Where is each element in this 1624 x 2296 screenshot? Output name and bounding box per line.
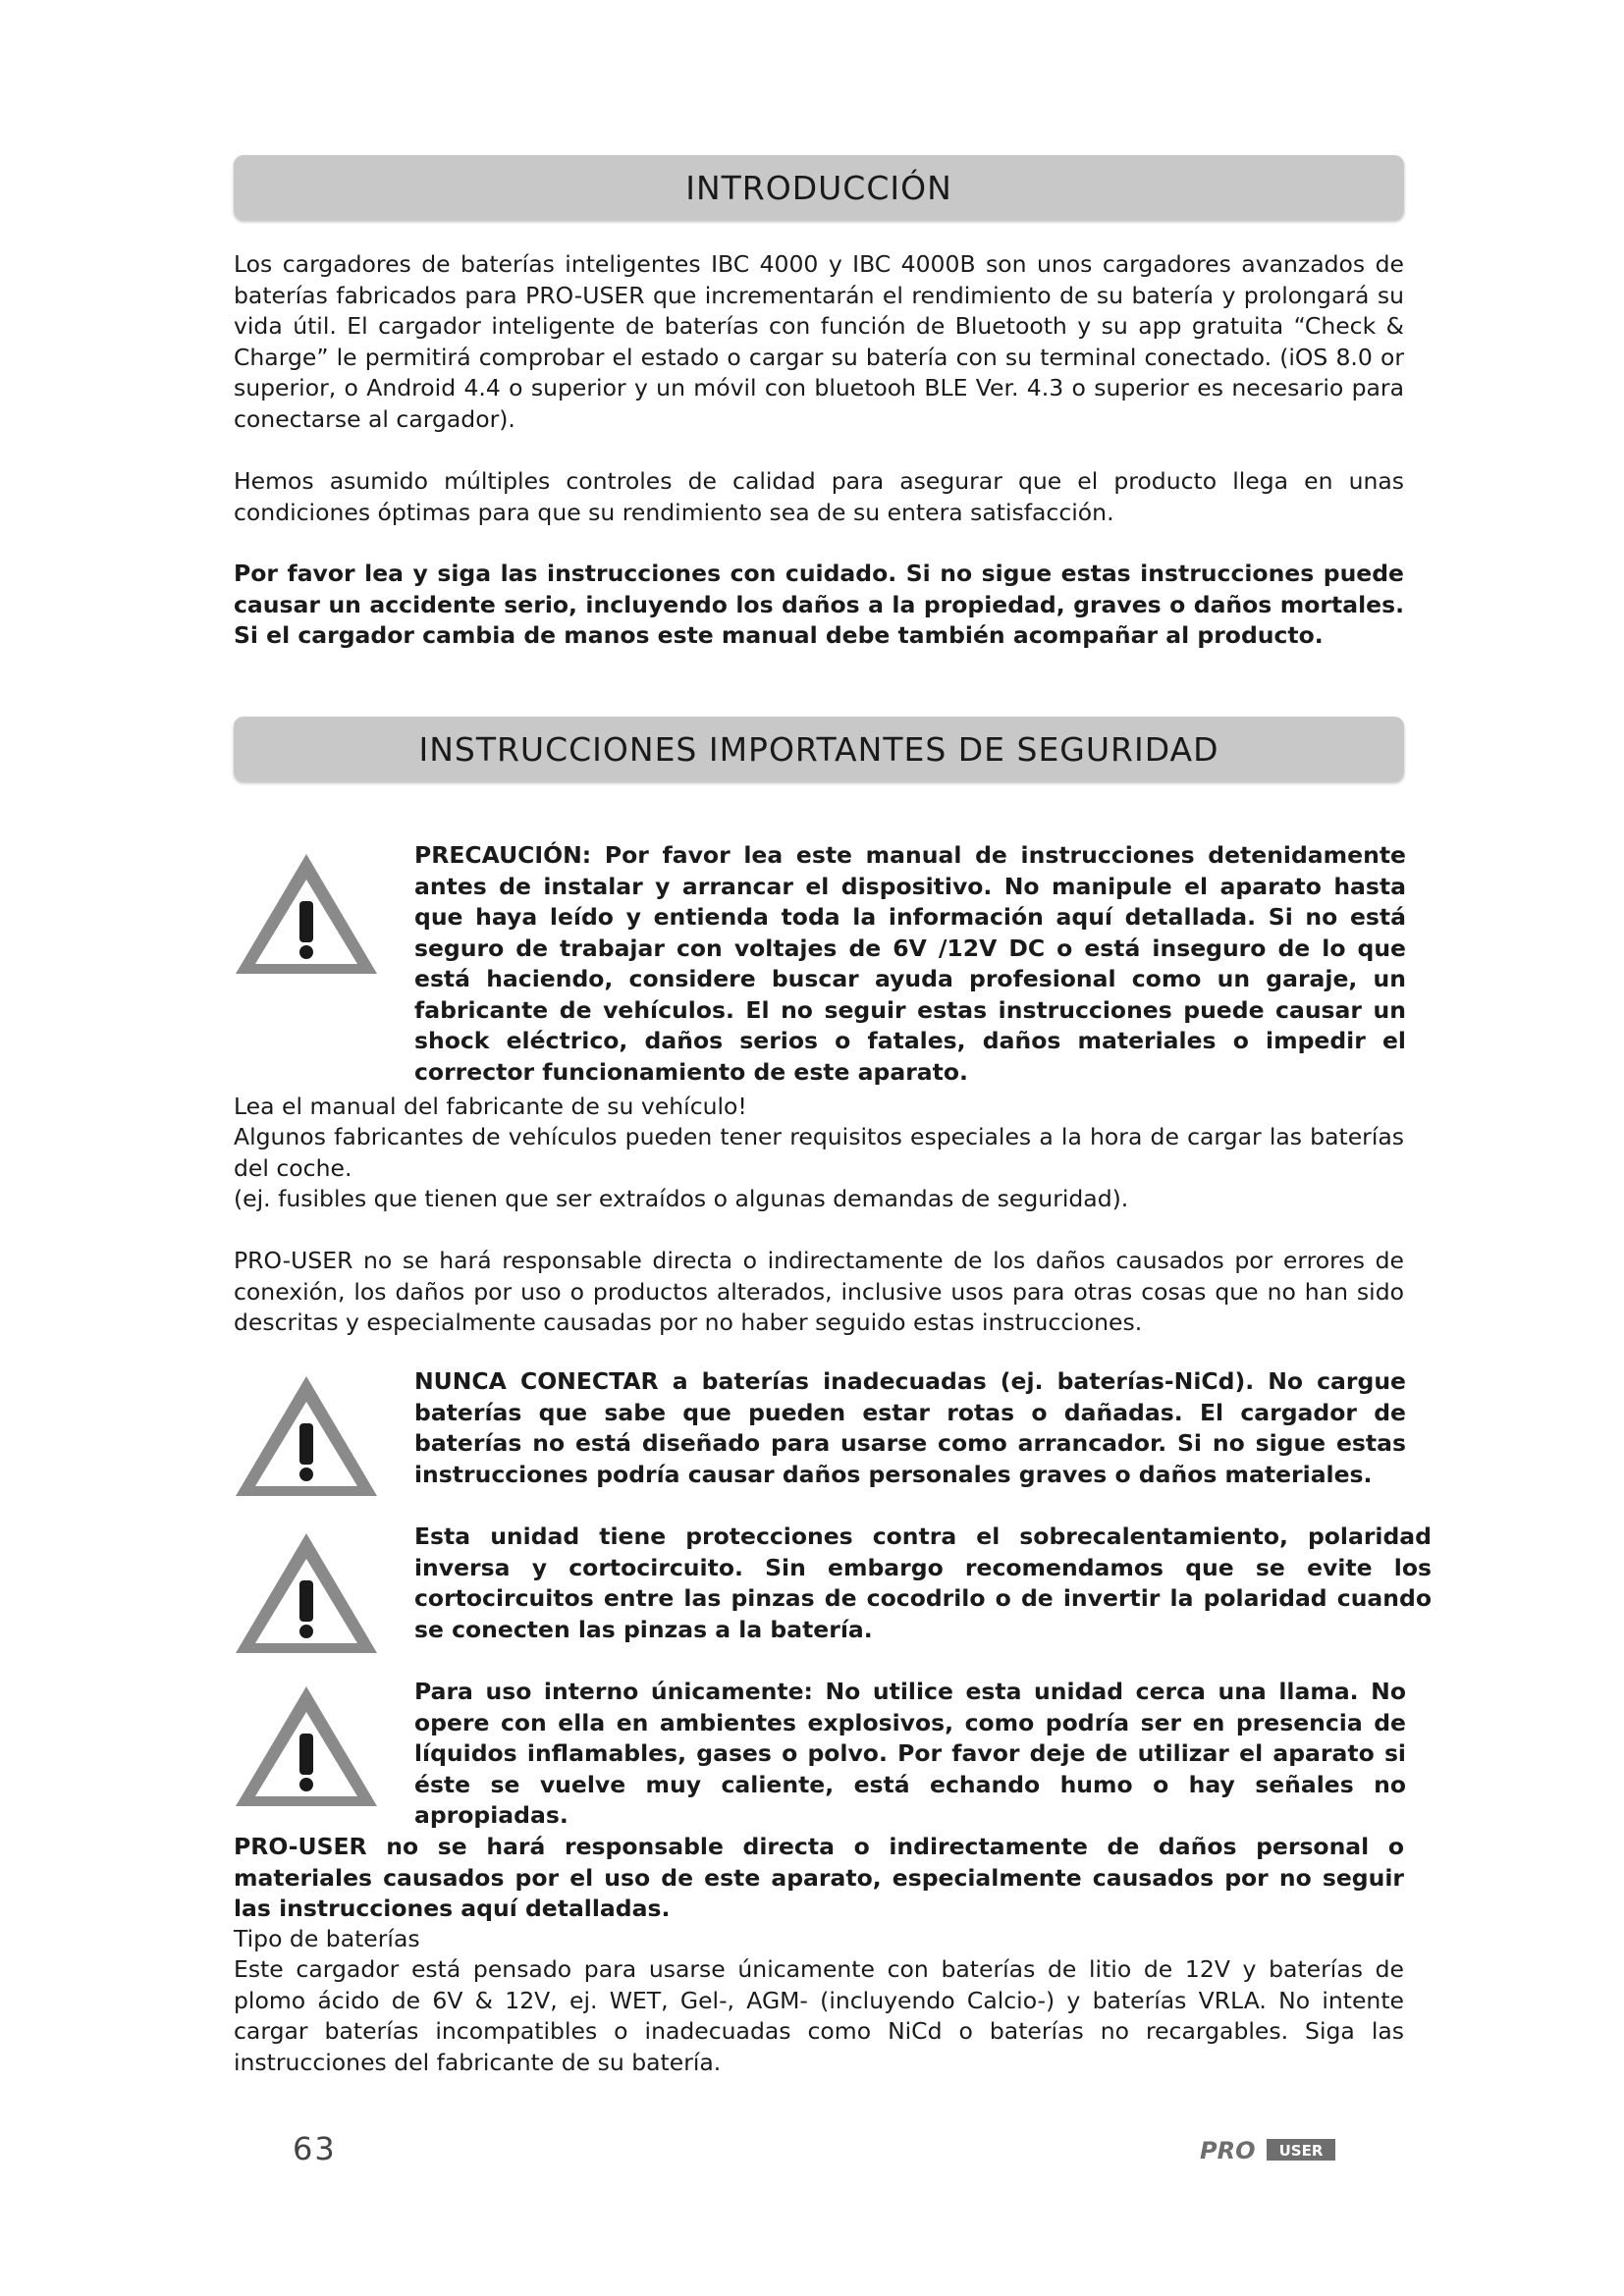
pro-user-logo (1200, 2136, 1337, 2163)
never-connect-text: NUNCA CONECTAR a baterías inadecuadas (ej. baterías-NiCd). No cargue baterías que sabe que pueden estar rotas o dañadas. El cargador de baterías no está diseñado para usarse como arrancador. Si no sigue estas instrucciones podría causar daños personales graves o daños materiales. (414, 1367, 1406, 1488)
indoor-use-block (232, 1677, 1430, 1829)
liability-paragraph-2: PRO-USER no se hará responsable directa o indirectamente de daños personal o materiales causados por el uso de este aparato, especialmente causados por no seguir las instrucciones aquí detalladas. (234, 1833, 1404, 1922)
vehicle-manual-heading: Lea el manual del fabricante de su vehículo! (234, 1093, 747, 1120)
never-connect-block (232, 1366, 1430, 1504)
warning-triangle-icon (232, 1682, 381, 1810)
page-number: 63 (293, 2130, 337, 2167)
intro-paragraph-2: Hemos asumido múltiples controles de calidad para asegurar que el producto llega en unas condiciones óptimas para que su rendimiento sea de su entera satisfacción. (234, 467, 1404, 526)
intro-section-header (234, 155, 1404, 220)
caution-block (232, 840, 1430, 1086)
safety-section-title: INSTRUCCIONES IMPORTANTES DE SEGURIDAD (418, 729, 1219, 769)
indoor-use-text: Para uso interno únicamente: No utilice esta unidad cerca una llama. No opere con ella en ambientes explosivos, como podría ser en presencia de líquidos inflamables, gases o polvo. Por favor deje de utilizar el aparato si éste se vuelve muy caliente, está echando humo o hay señales no apropiadas. (414, 1678, 1406, 1829)
battery-type-text: Este cargador está pensado para usarse únicamente con baterías de litio de 12V y baterías de plomo ácido de 6V & 12V, ej. WET, Gel-, AGM- (incluyendo Calcio-) y baterías VRLA. No intente cargar baterías incompatibles o inadecuadas como NiCd o baterías no recargables. Siga las instrucciones del fabricante de su batería. (234, 1955, 1404, 2076)
warning-triangle-icon (232, 1529, 381, 1657)
logo-text: PRO (1200, 2137, 1256, 2163)
warning-triangle-icon (232, 1372, 381, 1500)
intro-section-title: INTRODUCCIÓN (685, 168, 952, 207)
battery-type-heading: Tipo de baterías (234, 1925, 420, 1952)
warning-triangle-icon (232, 850, 381, 978)
intro-paragraph-3: Por favor lea y siga las instrucciones con cuidado. Si no sigue estas instrucciones puede causar un accidente serio, incluyendo los daños a la propiedad, graves o daños mortales. Si el cargador cambia de manos este manual debe también acompañar al producto. (234, 560, 1404, 649)
logo-badge-text: USER (1278, 2142, 1324, 2160)
caution-text: PRECAUCIÓN: Por favor lea este manual de instrucciones detenidamente antes de instalar y arrancar el dispositivo. No manipule el aparato hasta que haya leído y entienda toda la información aquí detallada. Si no está seguro de trabajar con voltajes de 6V /12V DC o está inseguro de lo que está haciendo, considere buscar ayuda profesional como un garaje, un fabricante de vehículos. El no seguir estas instrucciones puede causar un shock eléctrico, daños serios o fatales, daños materiales o impedir el corrector funcionamiento de este aparato. (414, 841, 1406, 1086)
protections-block (232, 1522, 1430, 1659)
protections-text: Esta unidad tiene protecciones contra el sobrecalentamiento, polaridad inversa y cortocircuito. Sin embargo recomendamos que se evite los cortocircuitos entre las pinzas de cocodrilo o de invertir la polaridad cuando se conecten las pinzas a la batería. (414, 1522, 1432, 1643)
intro-paragraph-1: Los cargadores de baterías inteligentes IBC 4000 y IBC 4000B son unos cargadores avanzados de baterías fabricados para PRO-USER que incrementarán el rendimiento de su batería y prolongará su vida útil. El cargador inteligente de baterías con función de Bluetooth y su app gratuita “Check & Charge” le permitirá comprobar el estado o cargar su batería con su terminal conectado. (iOS 8.0 or superior, o Android 4.4 o superior y un móvil con bluetooh BLE Ver. 4.3 o superior es necesario para conectarse al cargador). (234, 250, 1404, 433)
vehicle-manual-example: (ej. fusibles que tienen que ser extraídos o algunas demandas de seguridad). (234, 1185, 1129, 1212)
liability-paragraph: PRO-USER no se hará responsable directa o indirectamente de los daños causados por errores de conexión, los daños por uso o productos alterados, inclusive usos para otras cosas que no han sido descritas y especialmente causadas por no haber seguido estas instrucciones. (234, 1247, 1404, 1336)
vehicle-manual-text: Algunos fabricantes de vehículos pueden tener requisitos especiales a la hora de cargar las baterías del coche. (234, 1123, 1404, 1182)
safety-section-header (234, 717, 1404, 781)
